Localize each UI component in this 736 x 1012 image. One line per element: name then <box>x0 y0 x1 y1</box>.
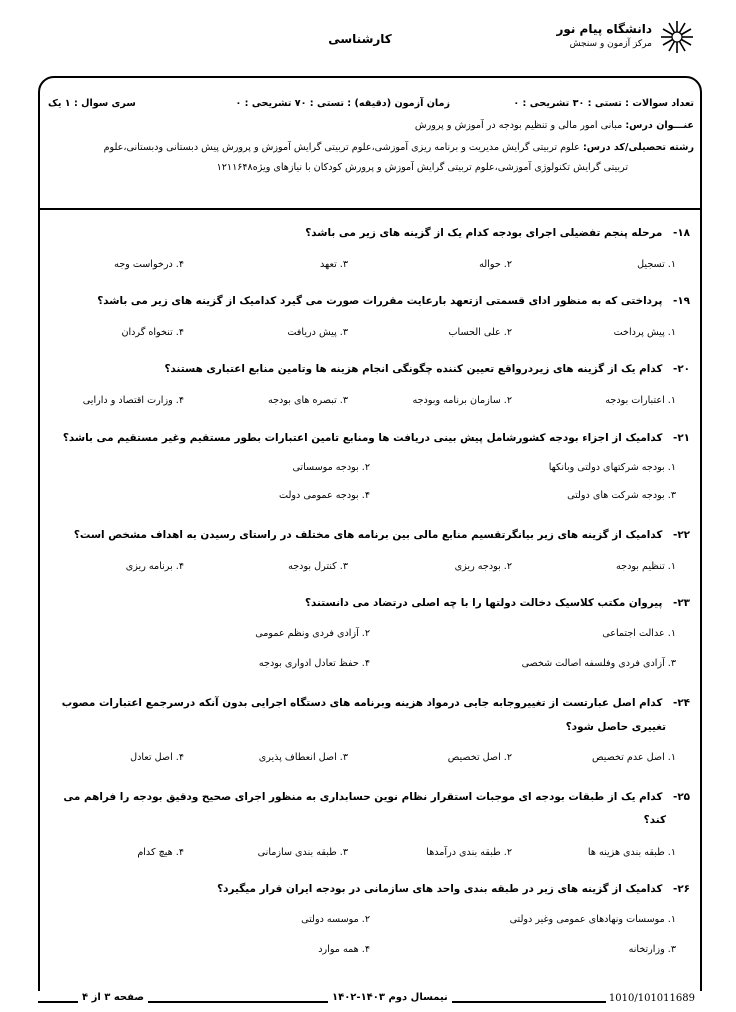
page-footer <box>38 992 698 1012</box>
course-title-row <box>415 120 694 131</box>
page-title: کارشناسی <box>328 32 392 46</box>
options-21-row2 <box>50 490 690 506</box>
option-1: ۱. تسجیل <box>637 259 676 270</box>
options-19 <box>50 327 690 343</box>
course-label: عنـــوان درس: <box>625 120 694 131</box>
question-24 <box>50 697 690 709</box>
option-1: ۱. طبقه بندی هزینه ها <box>587 847 676 858</box>
course-value: مبانی امور مالی و تنظیم بودجه در آموزش و پرورش <box>414 120 623 131</box>
question-text: پرداختی که به منظور ادای قسمتی ازتعهد بارعایت مقررات صورت می گیرد کدامیک از گزینه های زیر می باشد؟ <box>97 295 663 307</box>
options-26-row1 <box>50 914 690 930</box>
question-number: ۱۸- <box>672 227 690 239</box>
option-3: ۳. وزارتخانه <box>628 944 676 955</box>
options-18 <box>50 259 690 275</box>
options-26-row2 <box>50 944 690 960</box>
options-23-row2 <box>50 658 690 674</box>
option-2: ۲. حواله <box>479 259 512 270</box>
question-23 <box>50 597 690 609</box>
exam-time: زمان آزمون (دقیقه) : تستی : ۷۰ تشریحی : ۰ <box>235 98 450 109</box>
major-value-cont: تربیتی گرایش تکنولوژی آموزشی،علوم تربیتی گرایش آموزش و پرورش کودکان با نیازهای ویژه۱۲۱۱۶۴۸ <box>216 162 628 173</box>
question-number: ۲۲- <box>672 529 690 541</box>
option-1: ۱. اصل عدم تخصیص <box>592 752 676 763</box>
sunburst-logo-icon <box>660 20 694 54</box>
logo-name: دانشگاه پیام نور <box>556 22 652 36</box>
option-4: ۴. تنخواه گردان <box>121 327 184 338</box>
option-4: ۴. وزارت اقتصاد و دارایی <box>82 395 184 406</box>
option-2: ۲. موسسه دولتی <box>301 914 370 925</box>
option-1: ۱. اعتبارات بودجه <box>605 395 676 406</box>
question-number: ۲۵- <box>672 791 690 803</box>
question-21 <box>50 432 690 444</box>
options-21-row1 <box>50 462 690 478</box>
question-26 <box>50 883 690 895</box>
page-number: صفحه ۳ از ۴ <box>78 992 148 1003</box>
question-text: کدام یک از گزینه های زیردرواقع تعیین کننده چگونگی انجام هزینه ها وتامین منابع اعتباری هستند؟ <box>164 363 663 375</box>
major-value: علوم تربیتی گرایش مدیریت و برنامه ریزی آموزشی،علوم تربیتی گرایش آموزش و پرورش پیش دبستانی ودبستانی،علوم <box>103 142 580 153</box>
options-24 <box>50 752 690 768</box>
exam-info-box <box>38 76 702 210</box>
option-3: ۳. طبقه بندی سازمانی <box>257 847 348 858</box>
semester: نیمسال دوم ۱۴۰۳-۱۴۰۲ <box>328 992 452 1003</box>
question-number: ۲۴- <box>672 697 690 709</box>
option-2: ۲. سازمان برنامه وبودجه <box>412 395 512 406</box>
option-4: ۴. هیچ کدام <box>137 847 184 858</box>
option-1: ۱. تنظیم بودجه <box>616 561 676 572</box>
option-3: ۳. تعهد <box>319 259 348 270</box>
question-text: کدامیک از گزینه های زیر بیانگرتقسیم منابع مالی بین برنامه های مختلف در راستای رسیدن به اهداف مشخص است؟ <box>73 529 663 541</box>
question-number: ۱۹- <box>672 295 690 307</box>
options-22 <box>50 561 690 577</box>
question-18 <box>50 227 690 239</box>
option-4: ۴. بودجه عمومی دولت <box>279 490 370 501</box>
question-text: کدام یک از طبقات بودجه ای موجبات استقرار نظام نوین حسابداری به منظور اجرای صحیح ودقیق بودجه را فراهم می <box>63 791 663 803</box>
question-25 <box>50 791 690 803</box>
question-text: کدامیک از گزینه های زیر در طبقه بندی واحد های سازمانی در بودجه ایران قرار میگیرد؟ <box>217 883 663 895</box>
logo-subtitle: مرکز آزمون و سنجش <box>569 39 652 49</box>
option-4: ۴. برنامه ریزی <box>125 561 184 572</box>
questions-area <box>38 207 702 991</box>
question-number: ۲۱- <box>672 432 690 444</box>
major-label: رشته تحصیلی/کد درس: <box>582 142 694 153</box>
question-text: مرحله پنجم تفضیلی اجرای بودجه کدام یک از گزینه های زیر می باشد؟ <box>305 227 663 239</box>
option-3: ۳. پیش دریافت <box>287 327 348 338</box>
question-19 <box>50 295 690 307</box>
question-25-cont: کند؟ <box>643 814 666 826</box>
option-3: ۳. آزادی فردی وفلسفه اصالت شخصی <box>521 658 676 669</box>
option-4: ۴. حفظ تعادل ادواری بودجه <box>258 658 370 669</box>
options-23-row1 <box>50 628 690 644</box>
major-row <box>104 142 694 153</box>
option-4: ۴. اصل تعادل <box>130 752 184 763</box>
options-20 <box>50 395 690 411</box>
question-number: ۲۰- <box>672 363 690 375</box>
option-1: ۱. موسسات ونهادهای عمومی وغیر دولتی <box>509 914 676 925</box>
question-number: ۲۶- <box>672 883 690 895</box>
option-3: ۳. اصل انعطاف پذیری <box>258 752 348 763</box>
series-number: سری سوال : ۱ یک <box>48 98 136 109</box>
option-2: ۲. آزادی فردی ونظم عمومی <box>255 628 370 639</box>
question-text: کدام اصل عبارتست از تغییروجابه جایی درمواد هزینه وبرنامه های دستگاه اجرایی بدون آنکه درسرجمع اعتبارات مصوب <box>61 697 663 709</box>
options-25 <box>50 847 690 863</box>
university-logo <box>524 20 694 54</box>
question-20 <box>50 363 690 375</box>
option-2: ۲. بودجه موسساتی <box>292 462 370 473</box>
option-2: ۲. بودجه ریزی <box>454 561 512 572</box>
exam-code: 1010/101011689 <box>606 993 698 1004</box>
option-4: ۴. درخواست وجه <box>114 259 184 270</box>
question-text: کدامیک از اجزاء بودجه کشورشامل پیش بینی دریافت ها ومنابع تامین اعتبارات بطور مستقیم وغیر مستقیم می باشد؟ <box>62 432 663 444</box>
questions-count: تعداد سوالات : تستی : ۳۰ تشریحی : ۰ <box>513 98 694 109</box>
option-1: ۱. پیش پرداخت <box>613 327 676 338</box>
option-3: ۳. تبصره های بودجه <box>267 395 348 406</box>
question-22 <box>50 529 690 541</box>
option-2: ۲. اصل تخصیص <box>447 752 512 763</box>
option-2: ۲. طبقه بندی درآمدها <box>426 847 512 858</box>
option-3: ۳. کنترل بودجه <box>288 561 348 572</box>
option-4: ۴. همه موارد <box>318 944 370 955</box>
question-number: ۲۳- <box>672 597 690 609</box>
question-text: پیروان مکتب کلاسیک دخالت دولتها را با چه اصلی درتضاد می دانستند؟ <box>305 597 663 609</box>
question-24-cont: تغییری حاصل شود؟ <box>565 721 666 733</box>
option-2: ۲. علی الحساب <box>448 327 512 338</box>
option-1: ۱. عدالت اجتماعی <box>602 628 676 639</box>
option-3: ۳. بودجه شرکت های دولتی <box>567 490 676 501</box>
option-1: ۱. بودجه شرکتهای دولتی وبانکها <box>548 462 676 473</box>
